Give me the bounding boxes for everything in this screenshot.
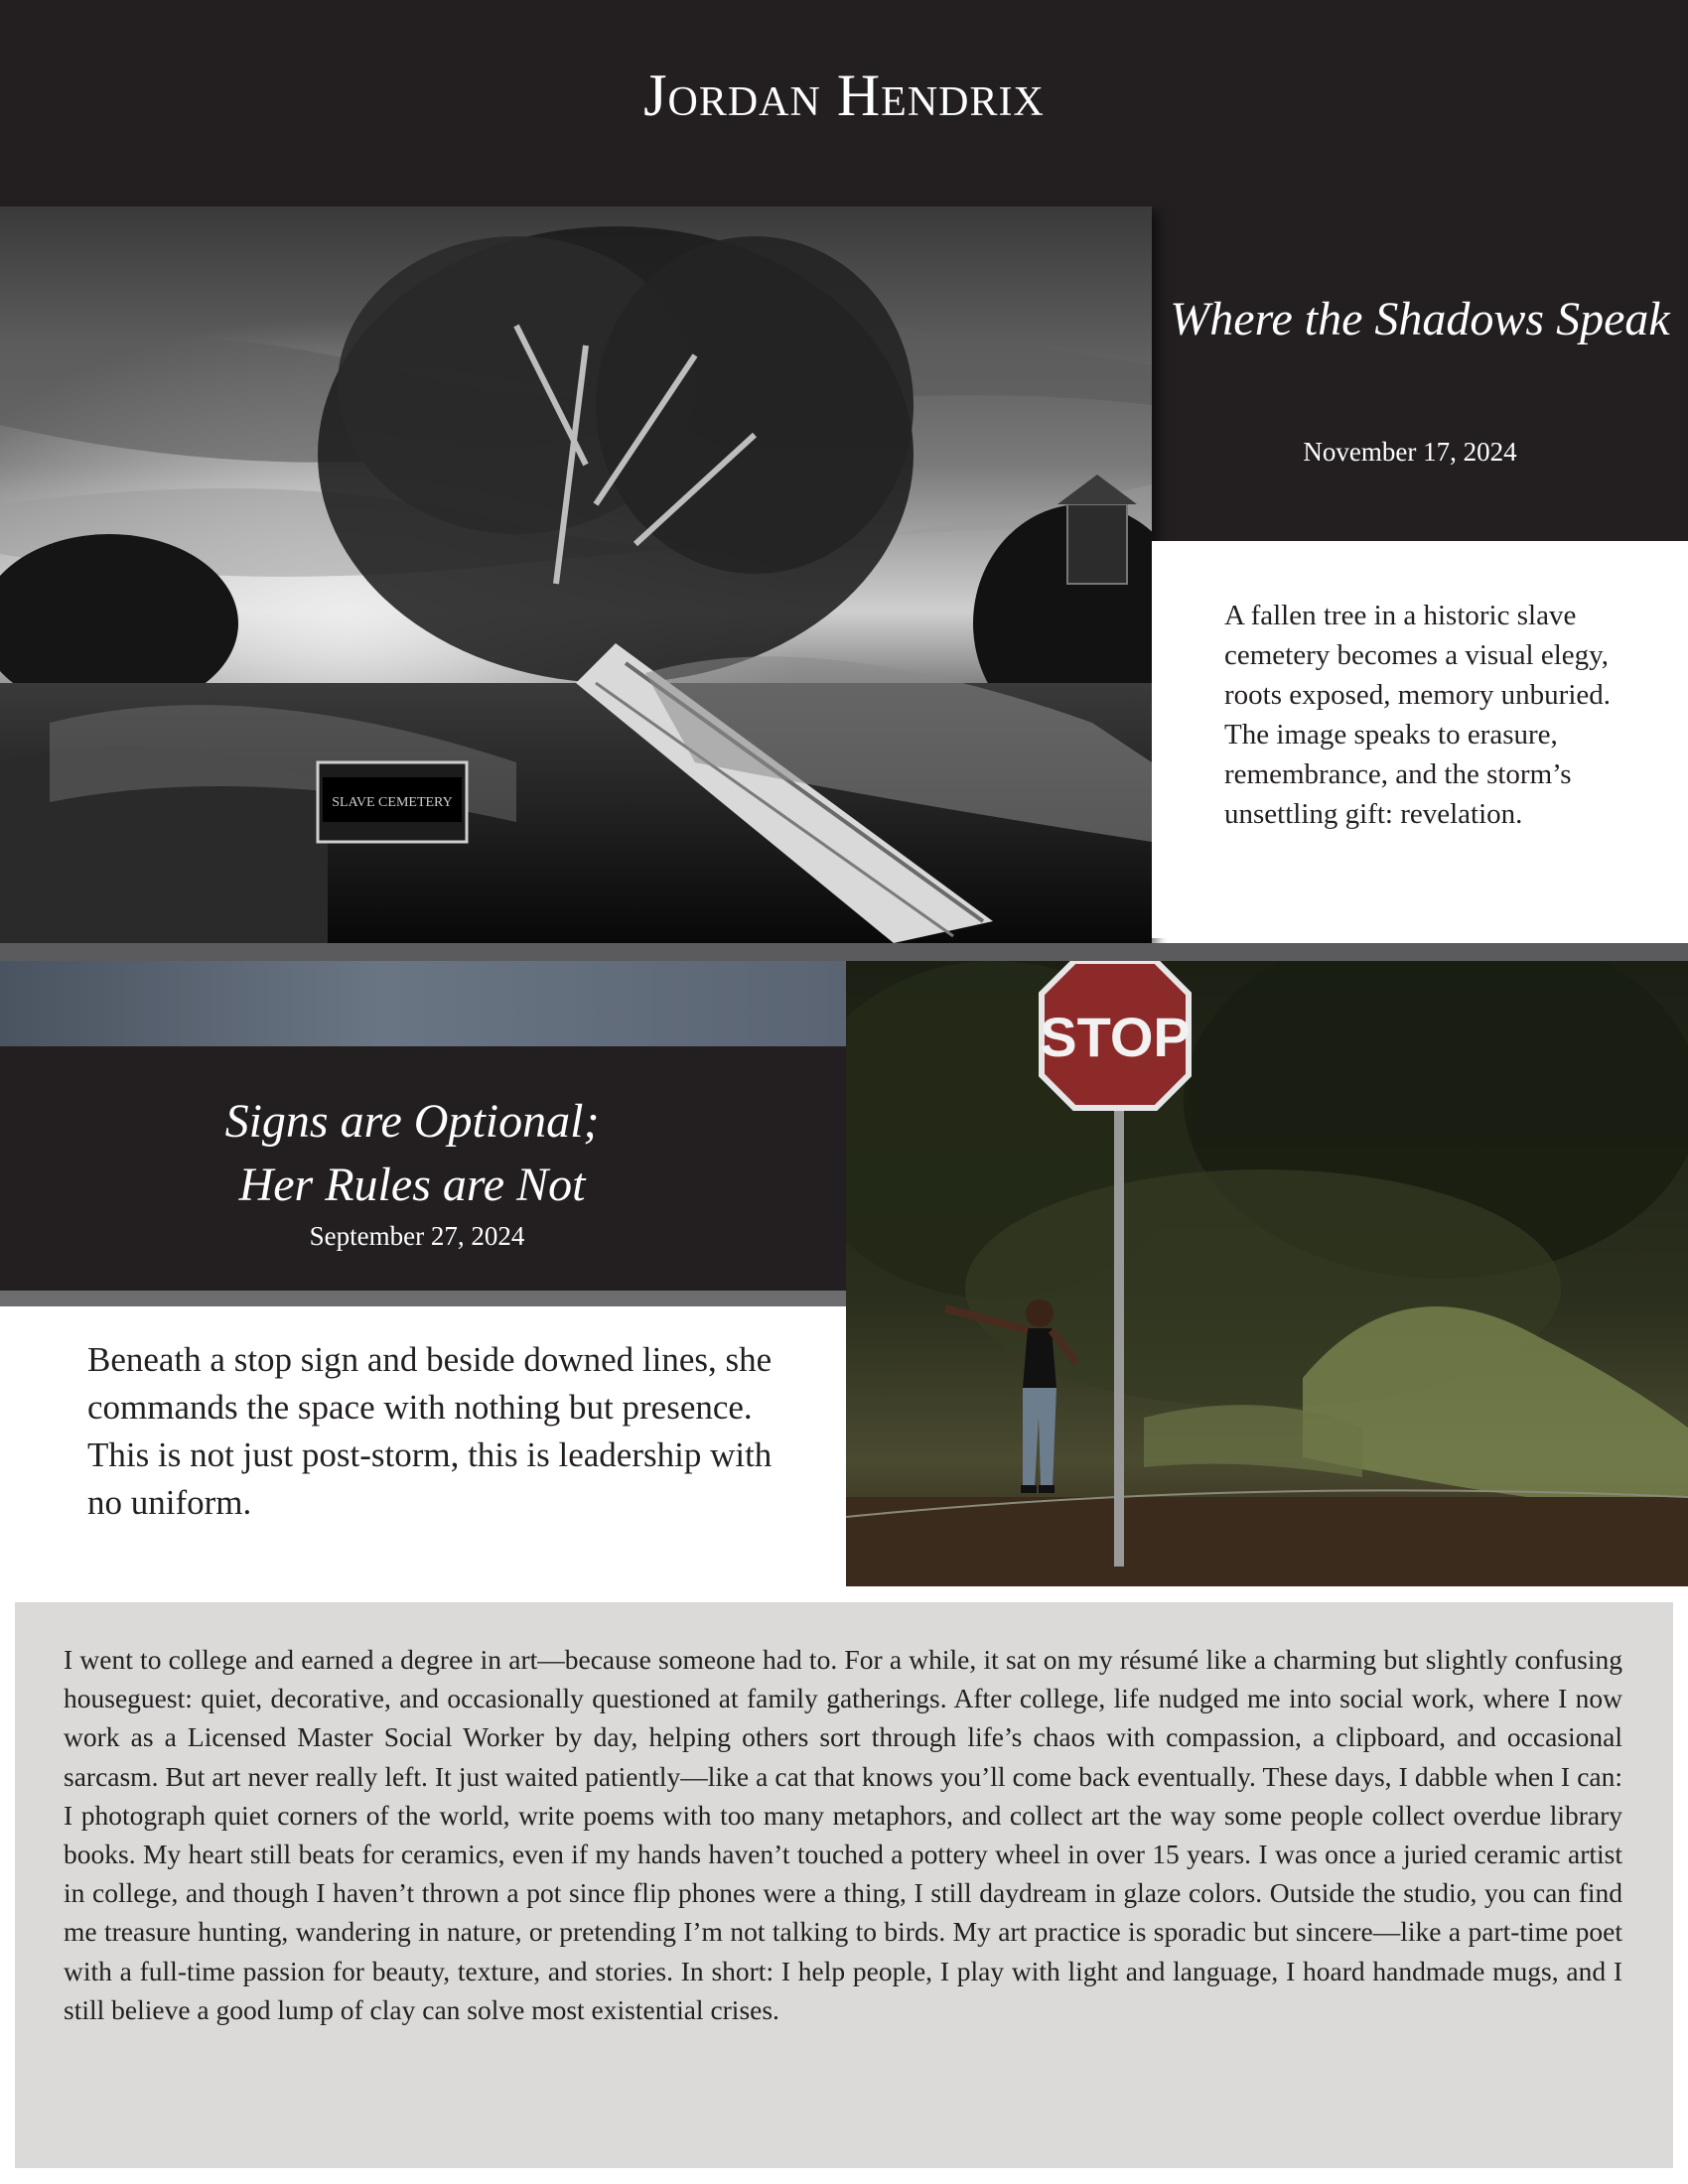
feature2-title [0, 1090, 824, 1217]
feature2-description: Beneath a stop sign and beside downed lines, she commands the space with nothing but presence. This is not just post-storm, this is leadership with no uniform. [87, 1340, 773, 1522]
feature2-band-edge [0, 1291, 846, 1306]
slave-cemetery-sign-text: SLAVE CEMETERY [332, 795, 453, 810]
stop-sign-text: STOP [1040, 1006, 1191, 1068]
bio-text: I went to college and earned a degree in art—because someone had to. For a while, it sat on my résumé like a charming but slightly confusing houseguest: quiet, decorative, and occasionally questioned at family gatherings. After college, life nudged me into social work, where I now work as a Licensed Master Social Worker by day, helping others sort through life’s chaos with compassion, a clipboard, and occasional sarcasm. But art never really left. It just waited patiently—like a cat that knows you’ll come back eventually. These days, I dabble when I can: I photograph quiet corners of the world, write poems with too many metaphors, and collect art the way some people collect overdue library books. My heart still beats for ceramics, even if my hands haven’t touched a pottery wheel in over 15 years. I was once a juried ceramic artist in college, and though I haven’t thrown a pot since flip phones were a thing, I still daydream in glaze colors. Outside the studio, you can find me treasure hunting, wandering in nature, or pretending I’m not talking to birds. My art practice is sporadic but sincere—like a part-time poet with a full-time passion for beauty, texture, and stories. In short: I help people, I play with light and language, I hoard handmade mugs, and I still believe a good lump of clay can solve most existential crises. [64, 1644, 1622, 2025]
stop-sign-photo [846, 961, 1688, 1586]
fallen-tree-photo [0, 206, 1152, 943]
feature1-description: A fallen tree in a historic slave cemetery becomes a visual elegy, roots exposed, memory unburied. The image speaks to erasure, remembrance, and the storm’s unsettling gift: revelation. [1224, 600, 1612, 830]
feature1-date: November 17, 2024 [1303, 437, 1517, 467]
divider-strip [0, 943, 1688, 961]
page-title: Jordan Hendrix [643, 63, 1045, 128]
feature2-title-line1: Signs are Optional; [224, 1095, 600, 1148]
feature2-title-line2: Her Rules are Not [238, 1159, 586, 1211]
feature1-title: Where the Shadows Speak [1170, 293, 1670, 345]
feature2-date: September 27, 2024 [309, 1221, 525, 1251]
slate-strip [0, 961, 846, 1046]
